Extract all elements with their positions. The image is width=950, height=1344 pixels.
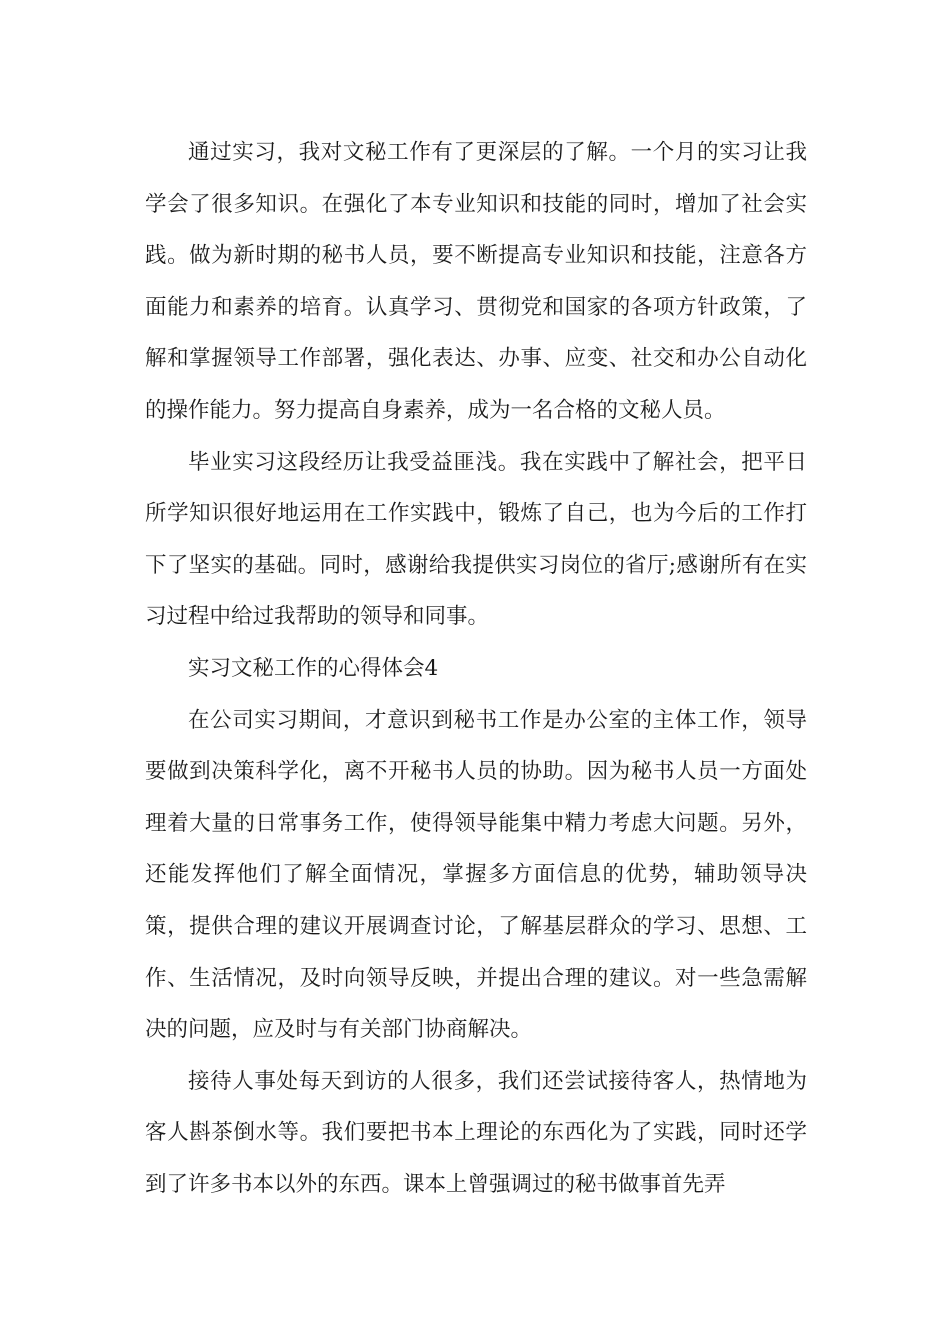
paragraph-graduation-internship: 毕业实习这段经历让我受益匪浅。我在实践中了解社会，把平日所学知识很好地运用在工作实践中，锻炼了自己，也为今后的工作打下了坚实的基础。同时，感谢给我提供实习岗位的省厅;感谢所有在实习过程中给过我帮助的领导和同事。 [145, 449, 807, 630]
section-heading: 实习文秘工作的心得体会4 [188, 655, 439, 681]
paragraph-reception-duty: 接待人事处每天到访的人很多，我们还尝试接待客人，热情地为客人斟茶倒水等。我们要把书本上理论的东西化为了实践，同时还学到了许多书本以外的东西。课本上曾强调过的秘书做事首先弄 [145, 1068, 807, 1197]
paragraph-secretary-role: 在公司实习期间，才意识到秘书工作是办公室的主体工作，领导要做到决策科学化，离不开秘书人员的协助。因为秘书人员一方面处理着大量的日常事务工作，使得领导能集中精力考虑大问题。另外，还能发挥他们了解全面情况，掌握多方面信息的优势，辅助领导决策，提供合理的建议开展调查讨论，了解基层群众的学习、思想、工作、生活情况，及时向领导反映，并提出合理的建议。对一些急需解决的问题，应及时与有关部门协商解决。 [145, 707, 807, 1043]
paragraph-internship-understanding: 通过实习，我对文秘工作有了更深层的了解。一个月的实习让我学会了很多知识。在强化了本专业知识和技能的同时，增加了社会实践。做为新时期的秘书人员，要不断提高专业知识和技能，注意各方面能力和素养的培育。认真学习、贯彻党和国家的各项方针政策，了解和掌握领导工作部署，强化表达、办事、应变、社交和办公自动化的操作能力。努力提高自身素养，成为一名合格的文秘人员。 [145, 140, 807, 423]
document-body [145, 127, 807, 1210]
